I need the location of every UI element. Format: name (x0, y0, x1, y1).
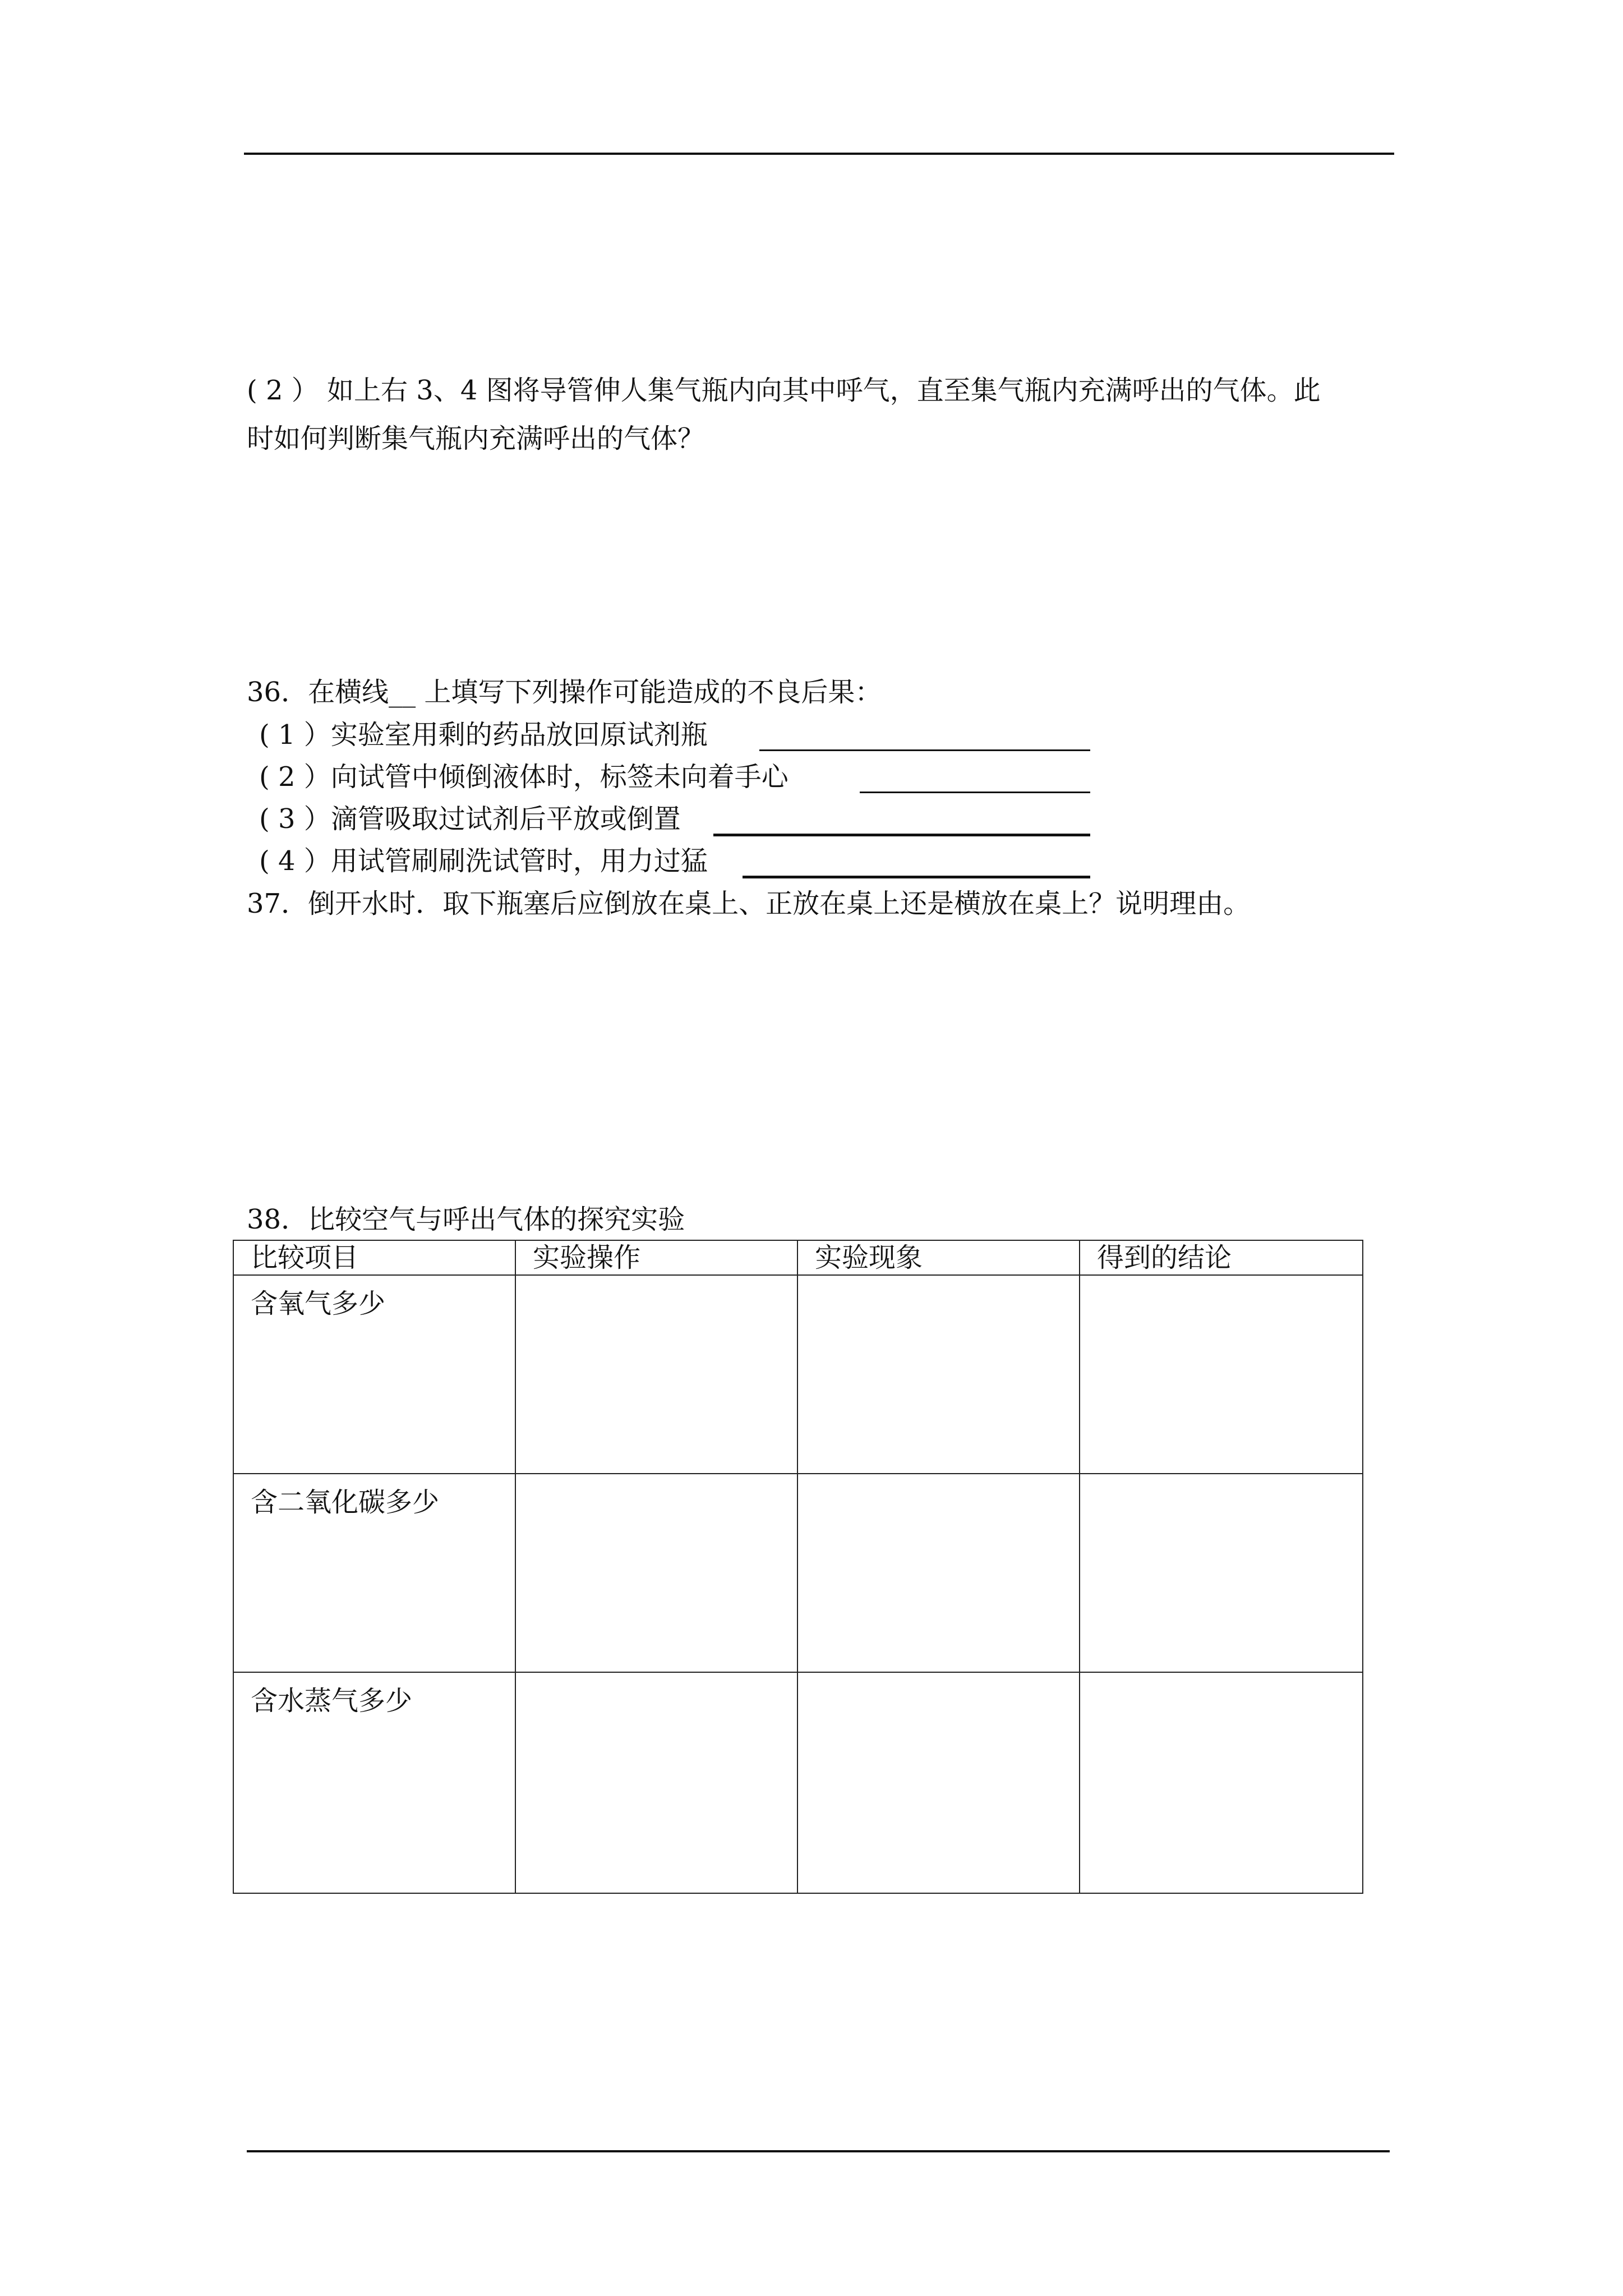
table-row (233, 1474, 1363, 1672)
table-header-row (233, 1240, 1363, 1275)
header-phenomenon: 实验现象 (797, 1240, 1080, 1275)
row-label-oxygen: 含氧气多少 (233, 1275, 515, 1474)
table-row (233, 1275, 1363, 1474)
q36-item-4 (259, 844, 708, 878)
answer-cell[interactable] (797, 1672, 1080, 1893)
header-compare-item: 比较项目 (233, 1240, 515, 1275)
q36-item-2 (259, 760, 789, 794)
comparison-table (233, 1240, 1363, 1894)
header-conclusion: 得到的结论 (1080, 1240, 1363, 1275)
q36-item-1-text: ( 1 ）实验室用剩的药品放回原试剂瓶 (259, 719, 708, 751)
q35-part2-line1: ( 2 ） 如上右 3、4 图将导管伸人集气瓶内向其中呼气，直至集气瓶内充满呼出的气体。此 (247, 375, 1321, 406)
q36-answer-blank-4[interactable] (743, 851, 1090, 878)
q36-item-3-text: ( 3 ）滴管吸取过试剂后平放或倒置 (259, 803, 681, 835)
answer-cell[interactable] (1080, 1474, 1363, 1672)
header-rule (244, 153, 1394, 155)
q37-stem: 37．倒开水时．取下瓶塞后应倒放在桌上、正放在桌上还是横放在桌上？说明理由。 (247, 888, 1251, 919)
row-label-water-vapor: 含水蒸气多少 (233, 1672, 515, 1893)
table-row (233, 1672, 1363, 1893)
q35-part2-line2: 时如何判断集气瓶内充满呼出的气体？ (247, 423, 705, 454)
row-label-carbon-dioxide: 含二氧化碳多少 (233, 1474, 515, 1672)
q36-answer-blank-2[interactable] (860, 767, 1090, 793)
q36-item-1 (259, 718, 708, 752)
q36-item-2-text: ( 2 ）向试管中倾倒液体时，标签未向着手心 (259, 761, 789, 793)
answer-cell[interactable] (515, 1672, 797, 1893)
answer-cell[interactable] (797, 1275, 1080, 1474)
answer-cell[interactable] (797, 1474, 1080, 1672)
answer-cell[interactable] (515, 1474, 797, 1672)
q36-answer-blank-1[interactable] (759, 725, 1090, 751)
q36-item-3 (259, 802, 681, 836)
q38-stem: 38．比较空气与呼出气体的探究实验 (247, 1204, 685, 1235)
answer-cell[interactable] (1080, 1275, 1363, 1474)
footer-rule (247, 2150, 1390, 2152)
q36-answer-blank-3[interactable] (713, 809, 1090, 836)
answer-cell[interactable] (1080, 1672, 1363, 1893)
q36-stem: 36．在横线__ 上填写下列操作可能造成的不良后果： (247, 677, 882, 708)
q36-item-4-text: ( 4 ）用试管刷刷洗试管时，用力过猛 (259, 845, 708, 877)
answer-cell[interactable] (515, 1275, 797, 1474)
header-operation: 实验操作 (515, 1240, 797, 1275)
